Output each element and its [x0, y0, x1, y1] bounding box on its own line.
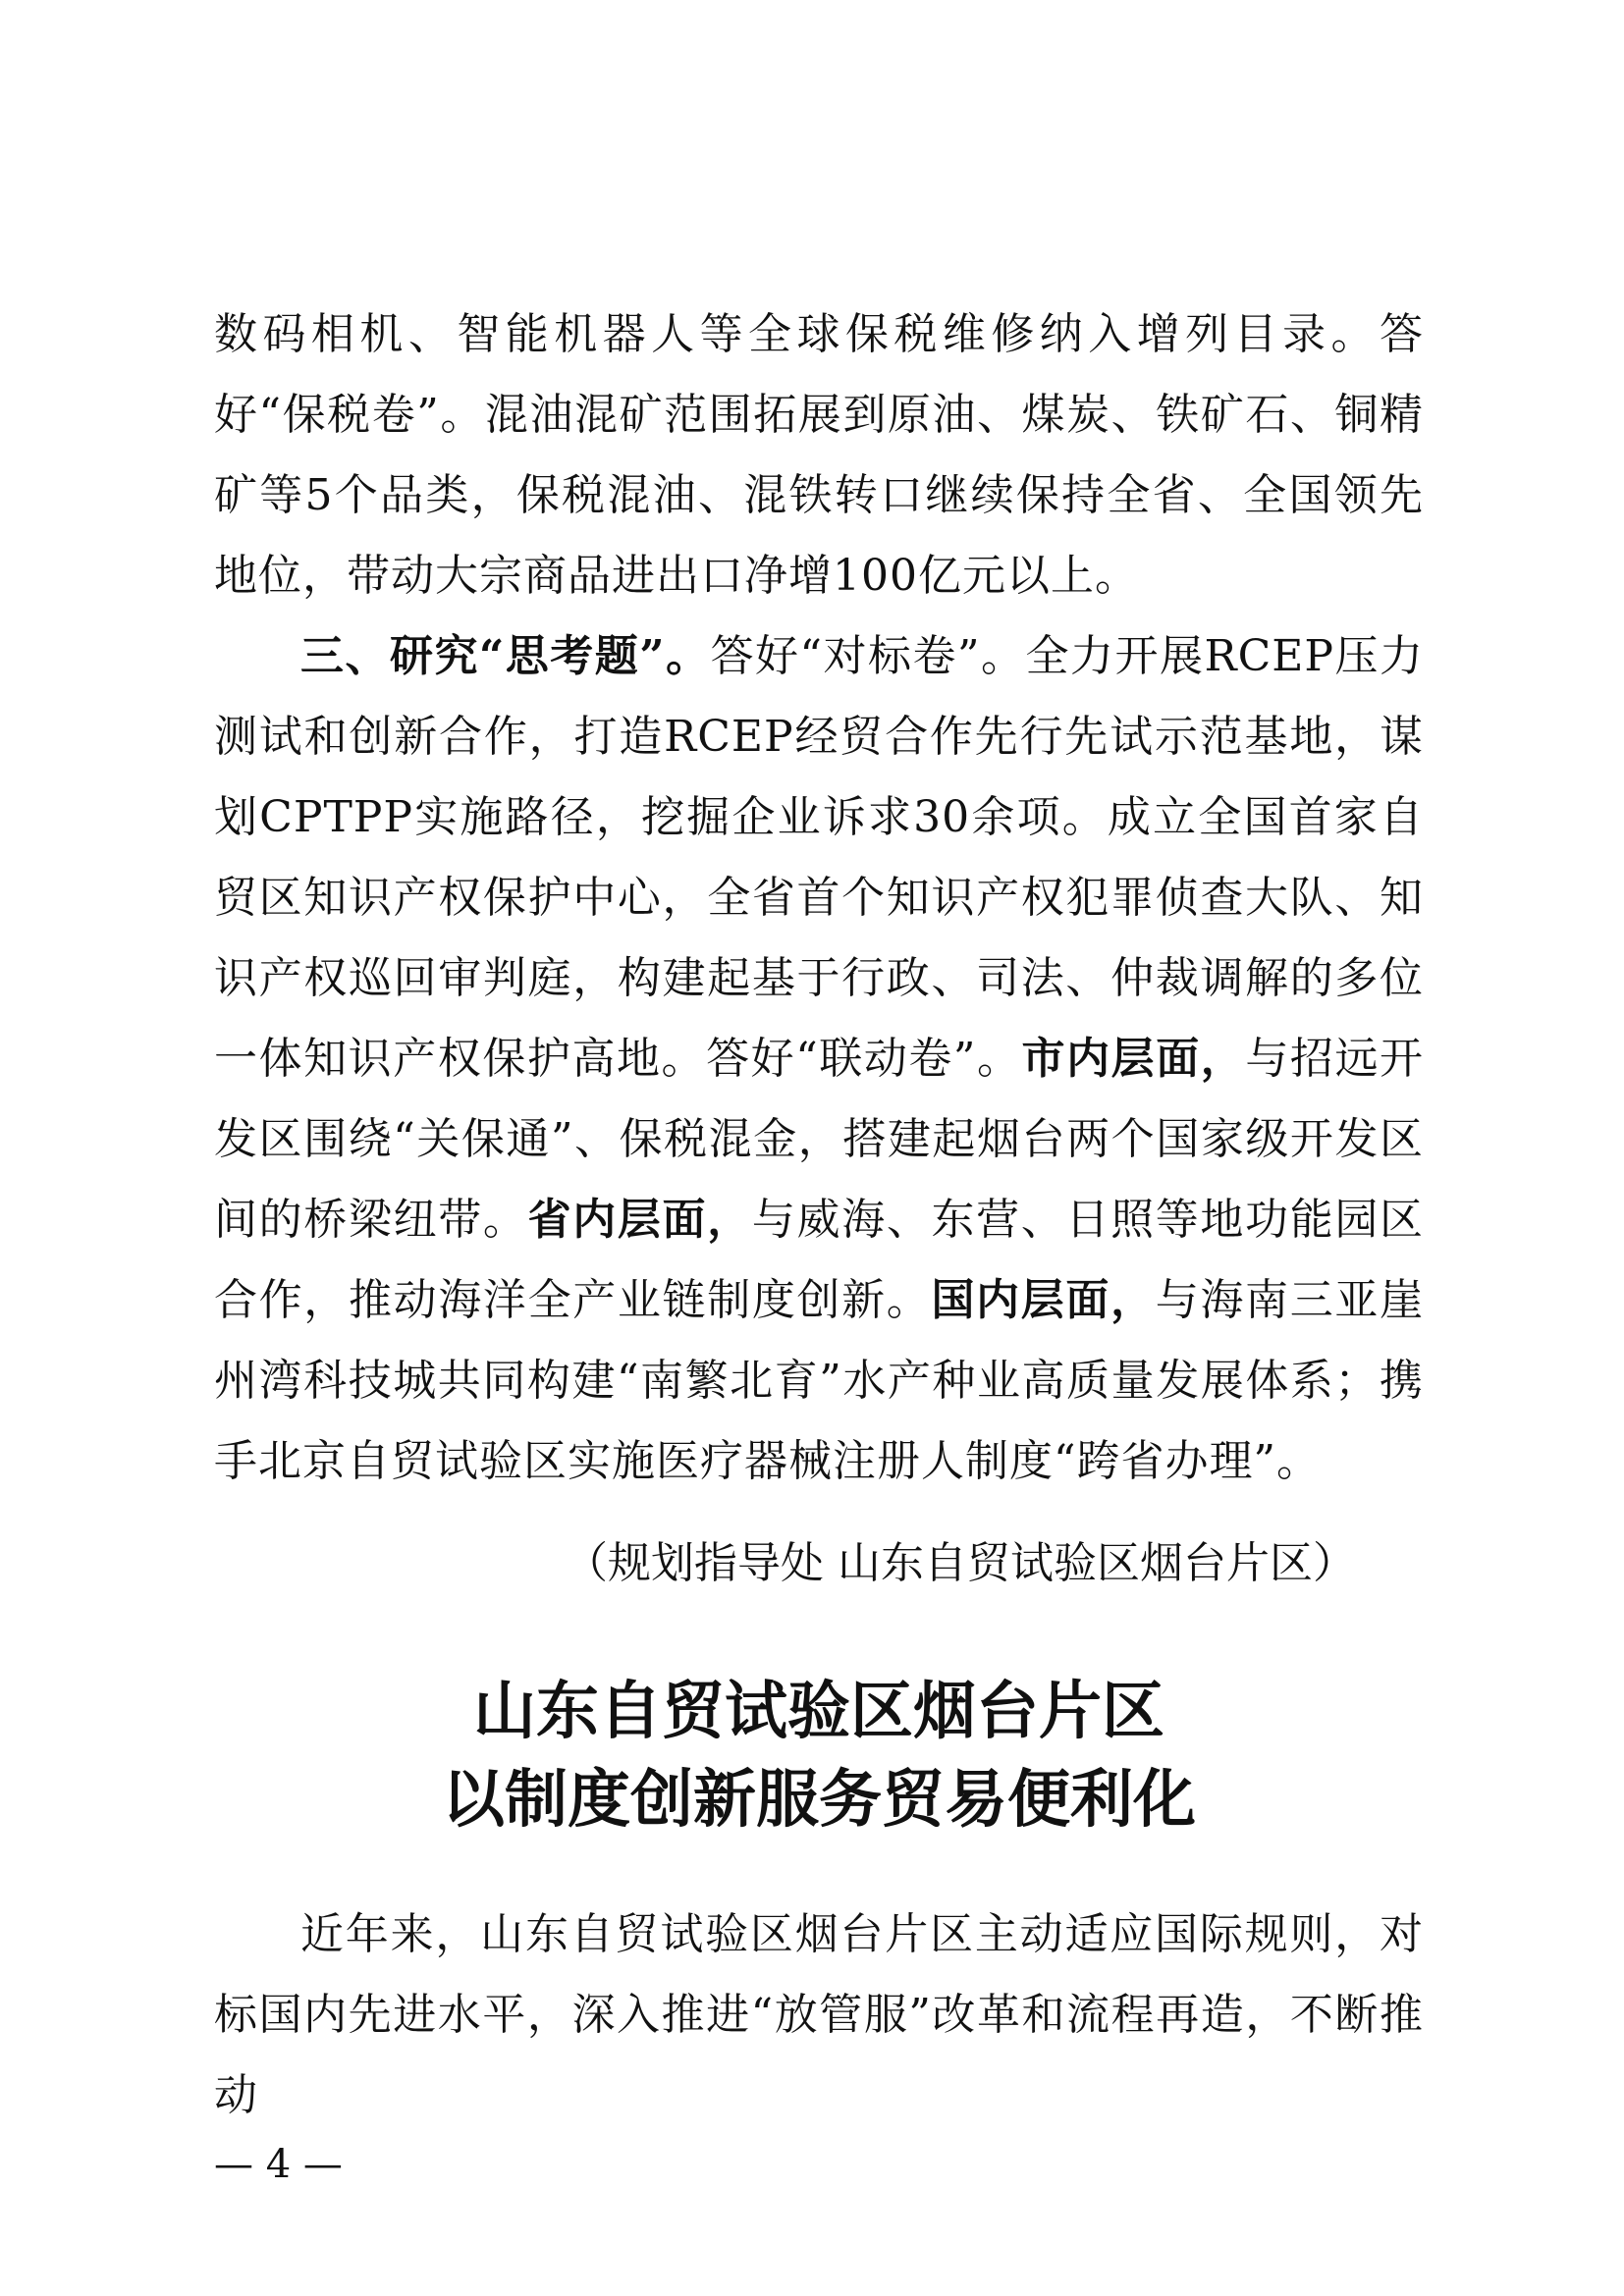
article-title-line-2: 以制度创新服务贸易便利化 — [442, 1764, 1196, 1837]
section-heading: 三、研究“思考题”。 — [300, 631, 711, 681]
page-number: — 4 — — [214, 2142, 343, 2187]
paragraph-text: 近年来，山东自贸试验区烟台片区主动适应国际规则，对标国内先进水平，深入推进“放管服”改革和流程再造，不断推动 — [214, 1909, 1424, 2120]
paragraph-text: 与威海、东营、日照等地功能园区合作，推动海洋全产业链制度创新。 — [214, 1195, 1425, 1325]
article-title-line-1: 山东自贸试验区烟台片区 — [473, 1676, 1164, 1748]
paragraph-text: 答好“对标卷”。全力开展RCEP压力测试和创新合作，打造RCEP经贸合作先行先试示范基地，谋划CPTPP实施路径，挖掘企业诉求30余项。成立全国首家自贸区知识产权保护中心，全省首个知识产权犯罪侦查大队、知识产权巡回审判庭，构建起基于行政、司法、仲裁调解的多位一体知识产权保护高地。答好“联动卷”。 — [214, 631, 1424, 1084]
city-level-label: 市内层面， — [1021, 1034, 1246, 1084]
province-level-label: 省内层面， — [527, 1195, 752, 1245]
source-attribution: （规划指导处 山东自贸试验区烟台片区） — [565, 1538, 1356, 1588]
paragraph-text: 与海南三亚崖州湾科技城共同构建“南繁北育”水产种业高质量发展体系；携手北京自贸试验区实施医疗器械注册人制度“跨省办理”。 — [214, 1275, 1425, 1486]
paragraph-intro — [214, 1895, 1424, 2136]
paragraph-research-topics — [214, 616, 1424, 1502]
national-level-label: 国内层面， — [931, 1275, 1156, 1325]
paragraph-text: 与招远开发区围绕“关保通”、保税混金，搭建起烟台两个国家级开发区间的桥梁纽带。 — [214, 1034, 1424, 1245]
paragraph-bonded-maintenance — [214, 294, 1424, 616]
paragraph-text: 数码相机、智能机器人等全球保税维修纳入增列目录。答好“保税卷”。混油混矿范围拓展到原油、煤炭、铁矿石、铜精矿等5个品类，保税混油、混铁转口继续保持全省、全国领先地位，带动大宗商品进出口净增100亿元以上。 — [214, 309, 1424, 601]
